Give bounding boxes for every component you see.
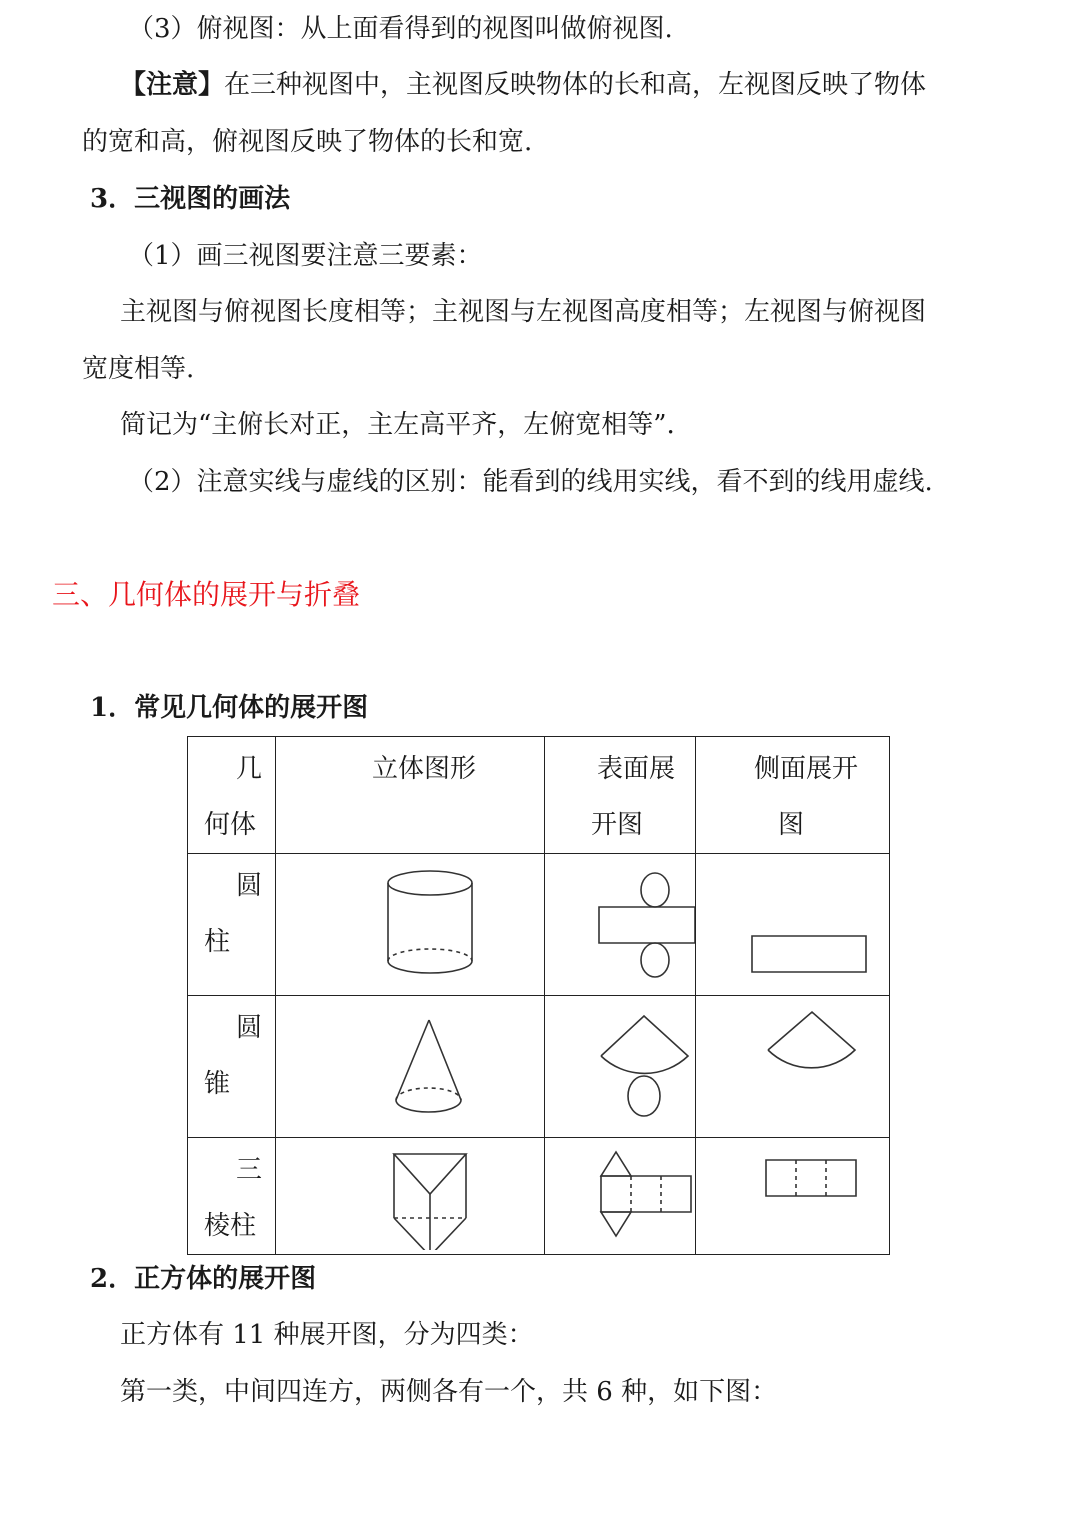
header-lateral-net: 侧面展开 图 [696,737,890,854]
prism-lateral-net-cell [696,1138,890,1255]
heading-common-nets: 1．常见几何体的展开图 [90,693,369,723]
cylinder-surface-net-cell [545,854,696,996]
row-label-cylinder: 圆 柱 [188,854,276,996]
cylinder-surface-net [545,854,695,994]
prism-surface-net-cell [545,1138,696,1255]
prism-lateral-net [696,1138,889,1250]
cone-surface-net-cell [545,996,696,1138]
row-label-triangular-prism: 三 棱柱 [188,1138,276,1255]
nets-table [187,736,890,1255]
prism-surface-net [545,1138,695,1250]
paragraph-cube-net-count: 正方体有 11 种展开图，分为四类： [120,1320,534,1350]
cylinder-3d-cell [276,854,545,996]
header-solid: 几 何体 [188,737,276,854]
table-row [188,996,890,1138]
cylinder-lateral-net-cell [696,854,890,996]
row-label-cone: 圆 锥 [188,996,276,1138]
note-text-line1: 在三种视图中，主视图反映物体的长和高，左视图反映了物体 [224,70,927,100]
table-row [188,854,890,996]
heading-cube-nets: 2．正方体的展开图 [90,1264,317,1294]
paragraph-equal-rules-line1: 主视图与俯视图长度相等；主视图与左视图高度相等；左视图与俯视图 [120,297,927,327]
paragraph-mnemonic: 简记为“主俯长对正，主左高平齐，左俯宽相等”． [120,410,693,440]
paragraph-equal-rules-line2: 宽度相等. [82,354,195,384]
section-title: 三、几何体的展开与折叠 [52,578,361,611]
prism-3d-figure [276,1138,544,1250]
note-mark: 【注意】 [120,70,225,100]
cone-lateral-net-cell [696,996,890,1138]
header-surface-net: 表面展 开图 [545,737,696,854]
note-text-line2: 的宽和高，俯视图反映了物体的长和宽. [82,127,533,157]
paragraph-three-elements: （1）画三视图要注意三要素： [128,241,483,271]
paragraph-solid-dashed: （2）注意实线与虚线的区别：能看到的线用实线，看不到的线用虚线. [128,467,933,497]
heading-three-view-drawing: 3．三视图的画法 [90,184,291,214]
cone-lateral-net [696,996,889,1136]
paragraph-note [120,68,926,102]
paragraph-top-view: （3）俯视图：从上面看得到的视图叫做俯视图. [128,14,673,44]
cone-surface-net [545,996,695,1136]
cone-3d-cell [276,996,545,1138]
table-header-row [188,737,890,854]
cylinder-lateral-net [696,854,889,994]
cone-3d-figure [276,996,544,1136]
paragraph-first-category: 第一类，中间四连方，两侧各有一个，共 6 种，如下图： [120,1377,778,1407]
cylinder-3d-figure [276,854,544,994]
table-row [188,1138,890,1255]
prism-3d-cell [276,1138,545,1255]
header-3d-figure: 立体图形 [276,737,545,854]
